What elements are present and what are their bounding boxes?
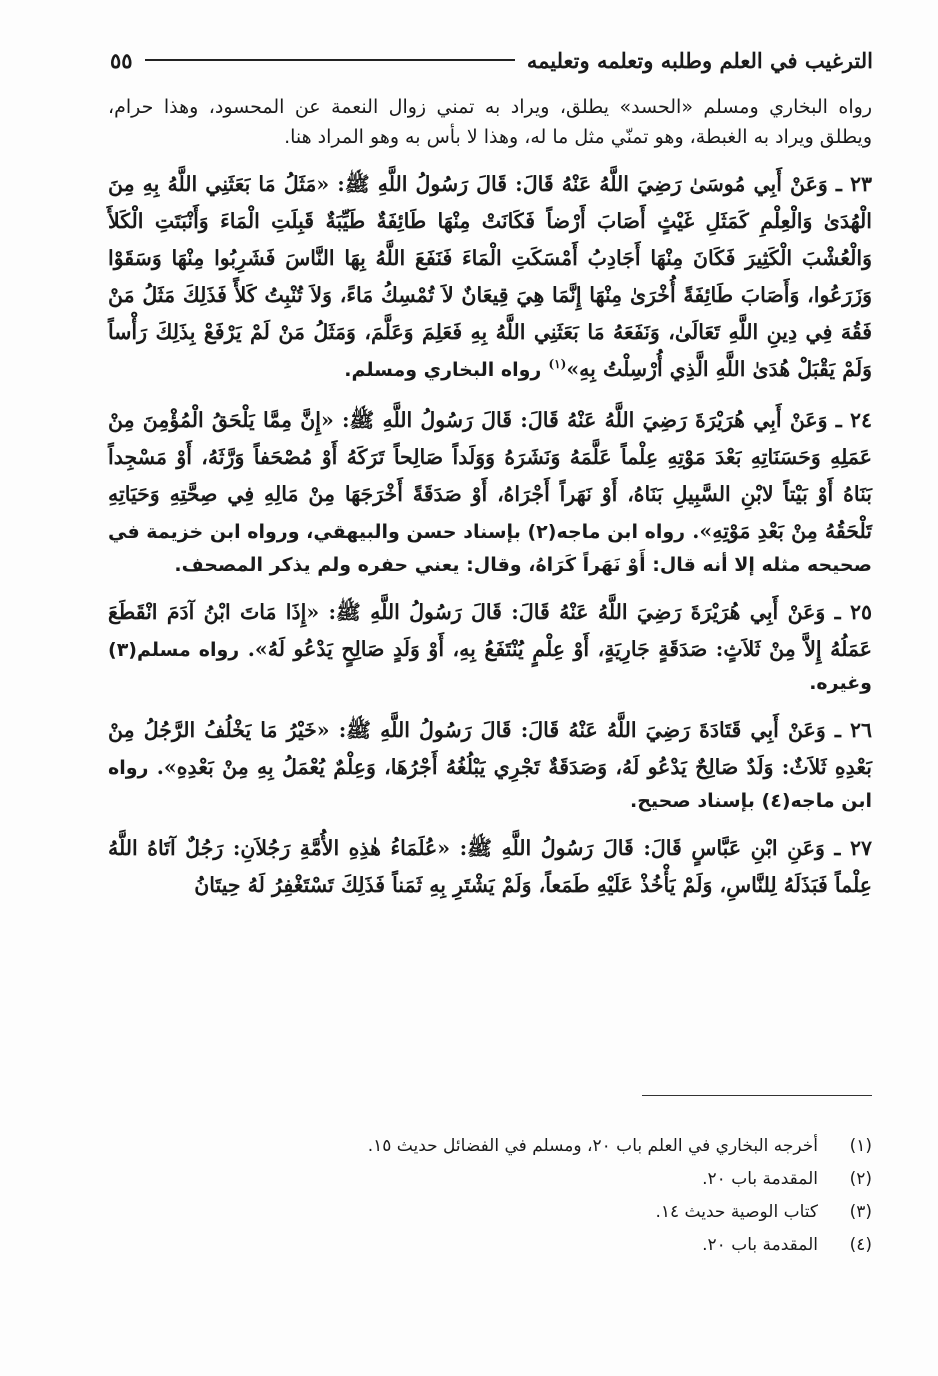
footnote-number: (٤)	[849, 1235, 872, 1255]
intro-paragraph: رواه البخاري ومسلم «الحسد» يطلق، ويراد به تمني زوال النعمة عن المحسود، وهذا حرام، ويطلق ويراد به الغبطة، وهو تمنّي مثل ما له، وهذا لا بأس به وهو المراد هنا.	[108, 96, 872, 148]
hadith-number: ٢٧ ـ	[834, 836, 872, 860]
hadith-paragraph	[108, 830, 872, 904]
footnote-text: المقدمة باب ٢٠.	[702, 1235, 818, 1255]
hadith-text: وَعَنْ أَبِي قَتَادَةَ رَضِيَ اللَّهُ عَنْهُ قَالَ: قَالَ رَسُولُ اللَّهِ ﷺ: «خَيْرُ مَا يَخْلُفُ الرَّجُلُ مِنْ بَعْدِهِ ثَلاَثٌ: وَلَدٌ صَالِحٌ يَدْعُو لَهُ، وَصَدَقَةٌ تَجْرِي يَبْلُغُهُ أَجْرُهَا، وَعِلْمٌ يُعْمَلُ بِهِ مِنْ بَعْدِهِ».	[108, 718, 873, 779]
main-text	[108, 92, 872, 918]
footnote-item	[108, 1196, 872, 1229]
footnote-item	[108, 1163, 872, 1196]
hadith-number: ٢٦ ـ	[834, 718, 872, 742]
hadith-text: وَعَنِ ابْنِ عَبَّاسٍ قَالَ: قَالَ رَسُولُ اللَّهِ ﷺ: «عُلَمَاءُ هٰذِهِ الأُمَّةِ رَجُلاَنِ: رَجُلٌ آتَاهُ اللَّهُ عِلْماً فَبَذَلَهُ لِلنَّاسِ، وَلَمْ يَأْخُذْ عَلَيْهِ طَمَعاً، وَلَمْ يَشْتَرِ بِهِ ثَمَناً فَذَلِكَ تَسْتَغْفِرُ لَهُ حِيتَانُ	[108, 836, 872, 897]
hadith-number: ٢٣ ـ	[835, 172, 872, 196]
hadith-paragraph	[108, 594, 872, 698]
hadith-paragraph	[108, 712, 872, 816]
hadith-number: ٢٥ ـ	[834, 600, 872, 624]
footnotes-list	[108, 1130, 872, 1262]
footnote-separator	[642, 1095, 872, 1096]
hadith-source-note: رواه مسلم(٣) وغيره.	[108, 639, 872, 694]
hadith-text: وَعَنْ أَبِي مُوسَىٰ رَضِيَ اللَّهُ عَنْهُ قَالَ: قَالَ رَسُولُ اللَّهِ ﷺ: «مَثَلُ مَا بَعَثَنِي اللَّهُ بِهِ مِنَ الْهُدَىٰ وَالْعِلْمِ كَمَثَلِ غَيْثٍ أَصَابَ أَرْضاً فَكَانَتْ مِنْهَا طَائِفَةٌ طَيِّبَةٌ قَبِلَتِ الْمَاءَ وَأَنْبَتَتِ الْكَلأَ وَالْعُشْبَ الْكَثِيرَ فَكَانَ مِنْهَا أَجَادِبُ أَمْسَكَتِ الْمَاءَ فَنَفَعَ اللَّهُ بِهَا النَّاسَ فَشَرِبُوا مِنْهَا وَسَقَوْا وَزَرَعُوا، وَأَصَابَ طَائِفَةً أُخْرَىٰ مِنْهَا إِنَّمَا هِيَ قِيعَانٌ لاَ تُمْسِكُ مَاءً، وَلاَ تُنْبِتُ كَلأً فَذَلِكَ مَثَلُ مَنْ فَقُهَ فِي دِينِ اللَّهِ تَعَالَىٰ، وَنَفَعَهُ مَا بَعَثَنِي اللَّهُ بِهِ فَعَلِمَ وَعَلَّمَ، وَمَثَلُ مَنْ لَمْ يَرْفَعْ بِذَلِكَ رَأْساً وَلَمْ يَقْبَلْ هُدَىٰ اللَّهِ الَّذِي أُرْسِلْتُ بِهِ»	[108, 172, 872, 381]
hadith-source-note: رواه البخاري ومسلم.	[344, 359, 542, 381]
footnote-text: كتاب الوصية حديث ١٤.	[655, 1202, 818, 1222]
hadith-text: وَعَنْ أَبِي هُرَيْرَةَ رَضِيَ اللَّهُ عَنْهُ قَالَ: قَالَ رَسُولُ اللَّهِ ﷺ: «إِذَا مَاتَ ابْنُ آدَمَ انْقَطَعَ عَمَلُهُ إِلاَّ مِنْ ثَلاَثٍ: صَدَقَةٍ جَارِيَةٍ، أَوْ عِلْمٍ يُنْتَفَعُ بِهِ، أَوْ وَلَدٍ صَالِحٍ يَدْعُو لَهُ».	[108, 600, 873, 661]
footnote-item	[108, 1130, 872, 1163]
hadith-source-note: رواه ابن ماجه(٢) بإسناد حسن والبيهقي، ورواه ابن خزيمة في صحيحه مثله إلا أنه قال: أَوْ نَهَراً كَرَاهُ، وقال: يعني حفره ولم يذكر المصحف.	[108, 521, 872, 576]
footnote-number: (١)	[849, 1136, 872, 1156]
hadith-number: ٢٤ ـ	[835, 408, 872, 432]
footnote-number: (٣)	[849, 1202, 872, 1222]
hadith-paragraph	[108, 402, 872, 580]
running-title: الترغيب في العلم وطلبه وتعلمه وتعليمه	[526, 47, 873, 73]
page-header	[110, 40, 873, 80]
header-rule	[145, 59, 515, 61]
footnote-number: (٢)	[849, 1169, 872, 1189]
hadith-paragraph	[108, 166, 872, 388]
footnote-text: المقدمة باب ٢٠.	[702, 1169, 818, 1189]
hadith-text: وَعَنْ أَبِي هُرَيْرَةَ رَضِيَ اللَّهُ عَنْهُ قَالَ: قَالَ رَسُولُ اللَّهِ ﷺ: «إِنَّ مِمَّا يَلْحَقُ الْمُؤْمِنَ مِنْ عَمَلِهِ وَحَسَنَاتِهِ بَعْدَ مَوْتِهِ عِلْماً عَلَّمَهُ وَنَشَرَهُ وَوَلَداً صَالِحاً تَرَكَهُ أَوْ مُصْحَفاً وَرَّثَهُ، أَوْ مَسْجِداً بَنَاهُ أَوْ بَيْتاً لابْنِ السَّبِيلِ بَنَاهُ، أَوْ نَهَراً أَجْرَاهُ، أَوْ صَدَقَةً أَخْرَجَهَا مِنْ مَالِهِ فِي صِحَّتِهِ وَحَيَاتِهِ تَلْحَقُهُ مِنْ بَعْدِ مَوْتِهِ».	[108, 408, 872, 543]
footnote-item	[108, 1229, 872, 1262]
hadith-source-note: رواه ابن ماجه(٤) بإسناد صحيح.	[108, 757, 872, 812]
footnote-text: أخرجه البخاري في العلم باب ٢٠، ومسلم في الفضائل حديث ١٥.	[367, 1136, 818, 1156]
page-number: ٥٥	[110, 47, 133, 73]
footnote-ref: (١)	[548, 357, 567, 372]
